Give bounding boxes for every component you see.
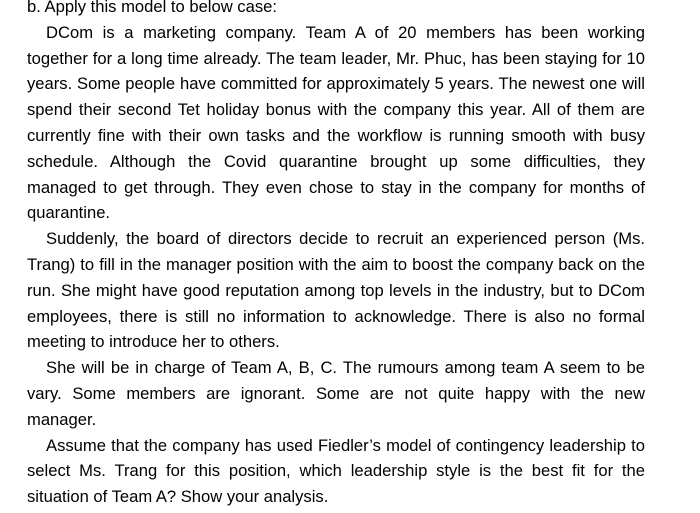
section-heading: b. Apply this model to below case:	[27, 0, 277, 16]
paragraph-team-a-background: DCom is a marketing company. Team A of 20 members has been working together for a long time already. The team leader, Mr. Phuc, has been staying for 10 years. Some people have committed for approximately 5 years. The newest one will spend their second Tet holiday bonus with the company this year. All of them are currently fine with their own tasks and the workflow is running smooth with busy schedule. Although the Covid quarantine brought up some difficulties, they managed to get through. They even chose to stay in the company for months of quarantine.	[27, 22, 645, 223]
paragraph-team-reaction: She will be in charge of Team A, B, C. The rumours among team A seem to be vary. Some members are ignorant. Some are not quite happy with the new manager.	[27, 358, 645, 429]
paragraph-question: Assume that the company has used Fiedler’s model of contingency leadership to select Ms. Trang for this position, which leadership style is the best fit for the situation of Team A? Show your analysis.	[27, 435, 645, 507]
paragraph-new-manager: Suddenly, the board of directors decide to recruit an experienced person (Ms. Trang) to fill in the manager position with the aim to boost the company back on the run. She might have good reputation among top levels in the industry, but to DCom employees, there is still no information to acknowledge. There is also no formal meeting to introduce her to others.	[27, 229, 645, 352]
document-body	[27, 0, 645, 510]
